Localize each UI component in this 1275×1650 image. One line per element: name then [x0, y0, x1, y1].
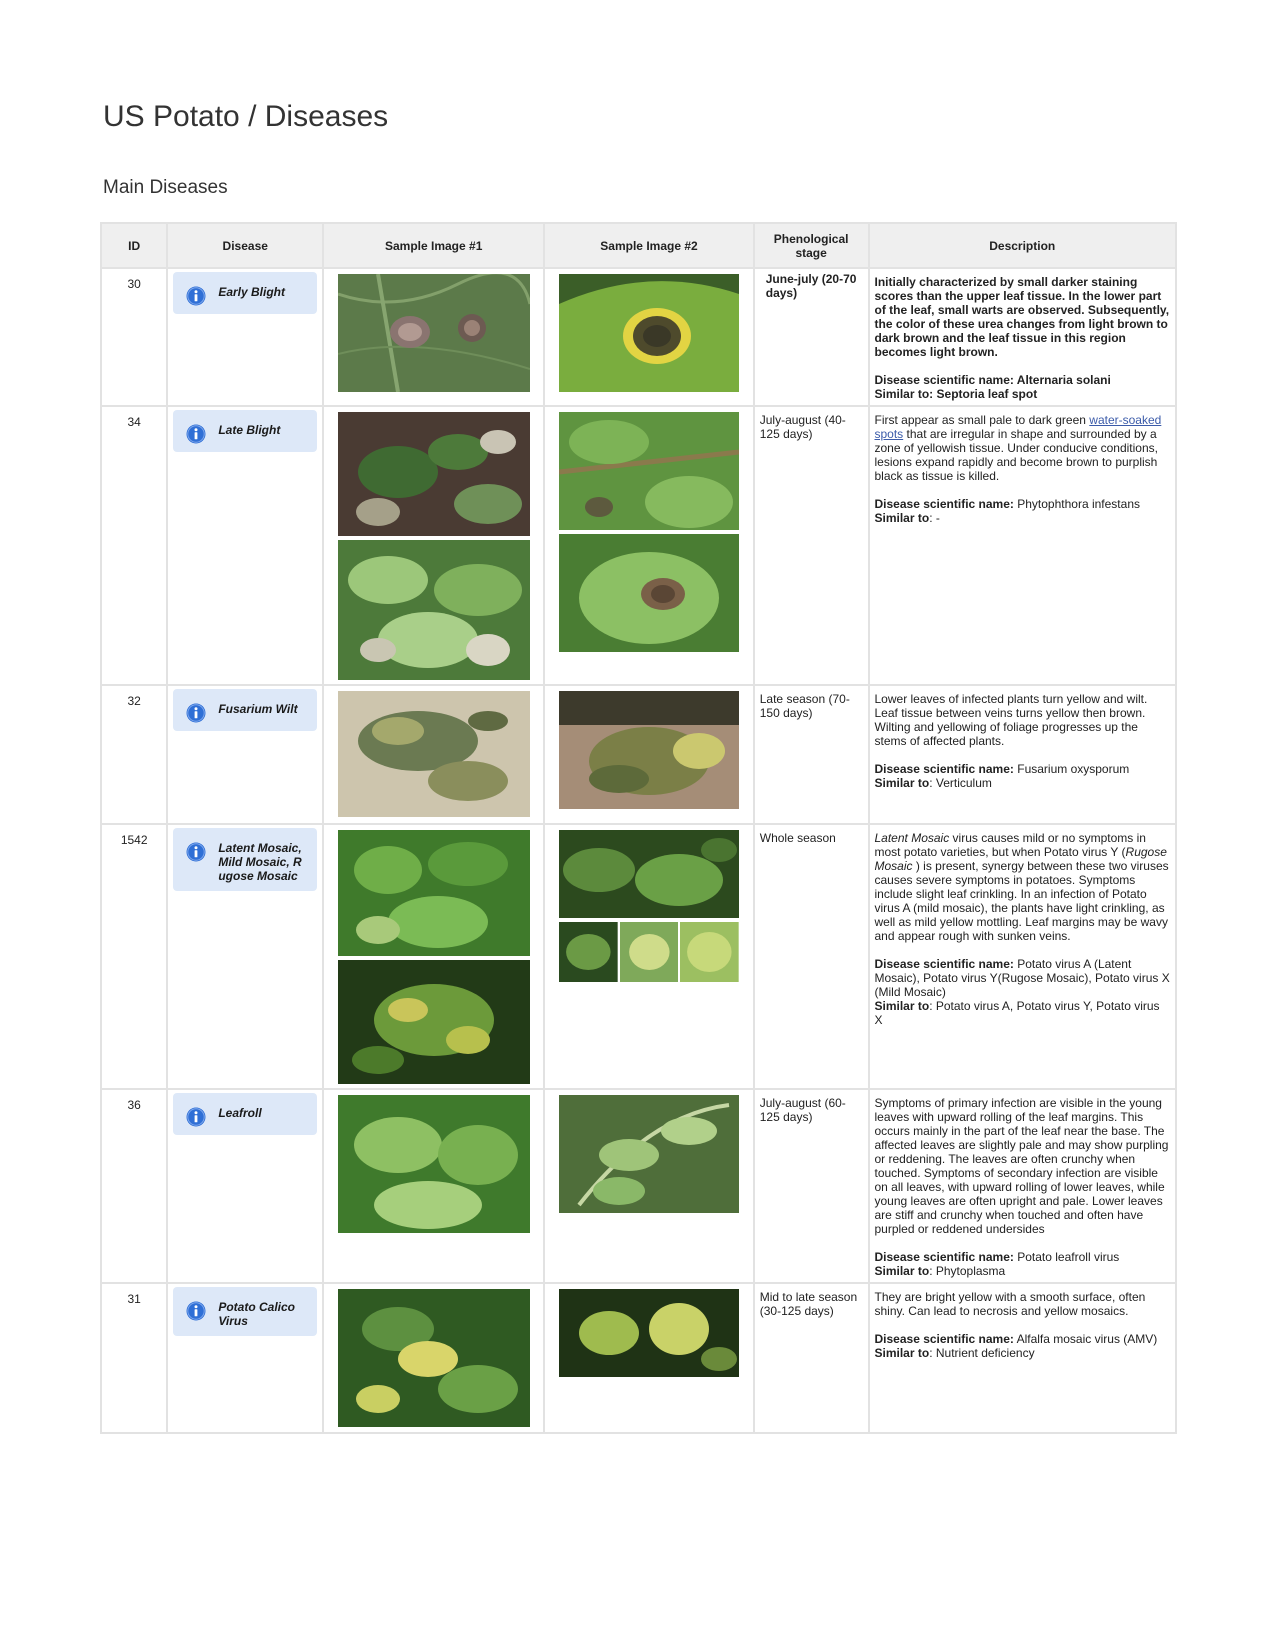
disease-name: Fusarium Wilt	[218, 702, 298, 716]
similar-to: Similar to: Potato virus A, Potato virus Y, Potato virus X	[874, 999, 1160, 1027]
phenological-stage: Late season (70-150 days)	[754, 685, 869, 824]
mosaic-leaf-photo-a	[559, 922, 618, 982]
row-id: 31	[101, 1283, 167, 1433]
header-phenological-stage: Phenological stage	[754, 223, 869, 268]
disease-chip-late-blight[interactable]	[173, 410, 317, 452]
header-sample-image-1: Sample Image #1	[323, 223, 544, 268]
description-text: Symptoms of primary infection are visible in the young leaves with upward rolling of the leaf margins. This occurs mainly in the part of the leaf near the base. The affected leaves are slightly pale and may show purpling or reddening. The leaves are often crunchy when touched. Symptoms of secondary infection are visible on all leaves, with upward rolling of lower leaves, while young leaves are often upright and pale. Lower leaves are stiff and crunchy when touched and often have purpled or reddened undersides	[874, 1096, 1169, 1236]
mosaic-leaf-photo-c	[680, 922, 739, 982]
disease-chip-potato-calico-virus[interactable]	[173, 1287, 317, 1336]
table-row	[101, 1089, 1176, 1283]
scientific-name: Disease scientific name: Fusarium oxysporum	[874, 762, 1130, 776]
phenological-stage: Mid to late season (30-125 days)	[754, 1283, 869, 1433]
description-text: First appear as small pale to dark green water-soaked spots that are irregular in shape and surrounded by a zone of yellowish tissue. Under conducive conditions, lesions expand rapidly and become brown to purplish black as tissue is killed.	[874, 413, 1162, 483]
phenological-stage: June-july (20-70 days)	[754, 268, 869, 406]
description	[869, 406, 1177, 685]
early-blight-leaf-photo-2	[559, 274, 739, 392]
fusarium-wilt-plant-photo-2	[559, 691, 739, 809]
disease-name: Potato Calico Virus	[218, 1300, 296, 1328]
leafroll-plant-photo-1	[338, 1095, 530, 1233]
early-blight-leaf-photo-1	[338, 274, 530, 392]
row-id: 34	[101, 406, 167, 685]
info-circle-icon	[186, 424, 206, 444]
mosaic-photo-strip	[559, 922, 739, 982]
row-id: 1542	[101, 824, 167, 1089]
scientific-name: Disease scientific name: Phytophthora infestans	[874, 497, 1140, 511]
late-blight-leaf-photo-3	[559, 412, 739, 530]
scientific-name: Disease scientific name: Alternaria solani	[874, 373, 1111, 387]
description-text: Initially characterized by small darker staining scores than the upper leaf tissue. In the lower part of the leaf, small warts are observed. Subsequently, the color of these urea changes from light brown to dark brown and the leaf tissue in this region becomes light brown.	[874, 275, 1170, 359]
row-id: 32	[101, 685, 167, 824]
description-text: Latent Mosaic virus causes mild or no symptoms in most potato varieties, but when Potato virus Y (Rugose Mosaic ) is present, synergy between these two viruses causes severe symptoms in potatoes. Symptoms include slight leaf crinkling. In an infection of Potato virus A (mild mosaic), the plants have light crinkling, as well as mild yellow mottling. Leaf margins may be wavy and appear rough with sunken veins.	[874, 831, 1169, 943]
disease-name: Early Blight	[218, 285, 286, 299]
info-circle-icon	[186, 1301, 206, 1321]
row-id: 30	[101, 268, 167, 406]
mosaic-plant-photo-3	[559, 830, 739, 918]
disease-chip-mosaic[interactable]	[173, 828, 317, 891]
calico-plant-photo-2	[559, 1289, 739, 1377]
info-circle-icon	[186, 286, 206, 306]
disease-chip-early-blight[interactable]	[173, 272, 317, 314]
phenological-stage: July-august (40-125 days)	[754, 406, 869, 685]
late-blight-plant-photo-2	[338, 540, 530, 680]
description-text: Lower leaves of infected plants turn yellow and wilt. Leaf tissue between veins turns yellow then brown. Wilting and yellowing of foliage progresses up the stems of affected plants.	[874, 692, 1148, 748]
table-row	[101, 685, 1176, 824]
description	[869, 1089, 1177, 1283]
header-id: ID	[101, 223, 167, 268]
info-circle-icon	[186, 1107, 206, 1127]
section-title: Main Diseases	[103, 177, 228, 198]
disease-name: Latent Mosaic, Mild Mosaic, R ugose Mosaic	[218, 841, 302, 883]
mosaic-leaf-photo-b	[620, 922, 679, 982]
description	[869, 1283, 1177, 1433]
similar-to: Similar to: Phytoplasma	[874, 1264, 1006, 1278]
description	[869, 824, 1177, 1089]
phenological-stage: Whole season	[754, 824, 869, 1089]
water-soaked-spots-link[interactable]: water-soaked spots	[874, 413, 1162, 441]
disease-name: Leafroll	[218, 1106, 262, 1120]
calico-plant-photo-1	[338, 1289, 530, 1427]
late-blight-leaf-photo-4	[559, 534, 739, 652]
disease-chip-leafroll[interactable]	[173, 1093, 317, 1135]
row-id: 36	[101, 1089, 167, 1283]
page-title: US Potato / Diseases	[103, 100, 389, 133]
phenological-stage: July-august (60-125 days)	[754, 1089, 869, 1283]
late-blight-plant-photo-1	[338, 412, 530, 536]
diseases-table	[100, 222, 1177, 1434]
table-row	[101, 824, 1176, 1089]
similar-to: Similar to: -	[874, 511, 940, 525]
header-description: Description	[869, 223, 1177, 268]
header-sample-image-2: Sample Image #2	[544, 223, 754, 268]
table-row	[101, 406, 1176, 685]
description-text: They are bright yellow with a smooth surface, often shiny. Can lead to necrosis and yellow mosaics.	[874, 1290, 1146, 1318]
mosaic-plant-photo-2	[338, 960, 530, 1084]
description	[869, 268, 1177, 406]
disease-name: Late Blight	[218, 423, 281, 437]
scientific-name: Disease scientific name: Alfalfa mosaic virus (AMV)	[874, 1332, 1158, 1346]
similar-to: Similar to: Verticulum	[874, 776, 992, 790]
scientific-name: Disease scientific name: Potato leafroll virus	[874, 1250, 1120, 1264]
fusarium-wilt-plant-photo-1	[338, 691, 530, 817]
table-header-row	[101, 223, 1176, 268]
similar-to: Similar to: Septoria leaf spot	[874, 387, 1038, 401]
description	[869, 685, 1177, 824]
mosaic-plant-photo-1	[338, 830, 530, 956]
table-row	[101, 1283, 1176, 1433]
info-circle-icon	[186, 842, 206, 862]
disease-chip-fusarium-wilt[interactable]	[173, 689, 317, 731]
header-disease: Disease	[167, 223, 323, 268]
scientific-name: Disease scientific name: Potato virus A (Latent Mosaic), Potato virus Y(Rugose Mosaic), Potato virus X (Mild Mosaic)	[874, 957, 1170, 999]
info-circle-icon	[186, 703, 206, 723]
leafroll-plant-photo-2	[559, 1095, 739, 1213]
similar-to: Similar to: Nutrient deficiency	[874, 1346, 1035, 1360]
table-row	[101, 268, 1176, 406]
